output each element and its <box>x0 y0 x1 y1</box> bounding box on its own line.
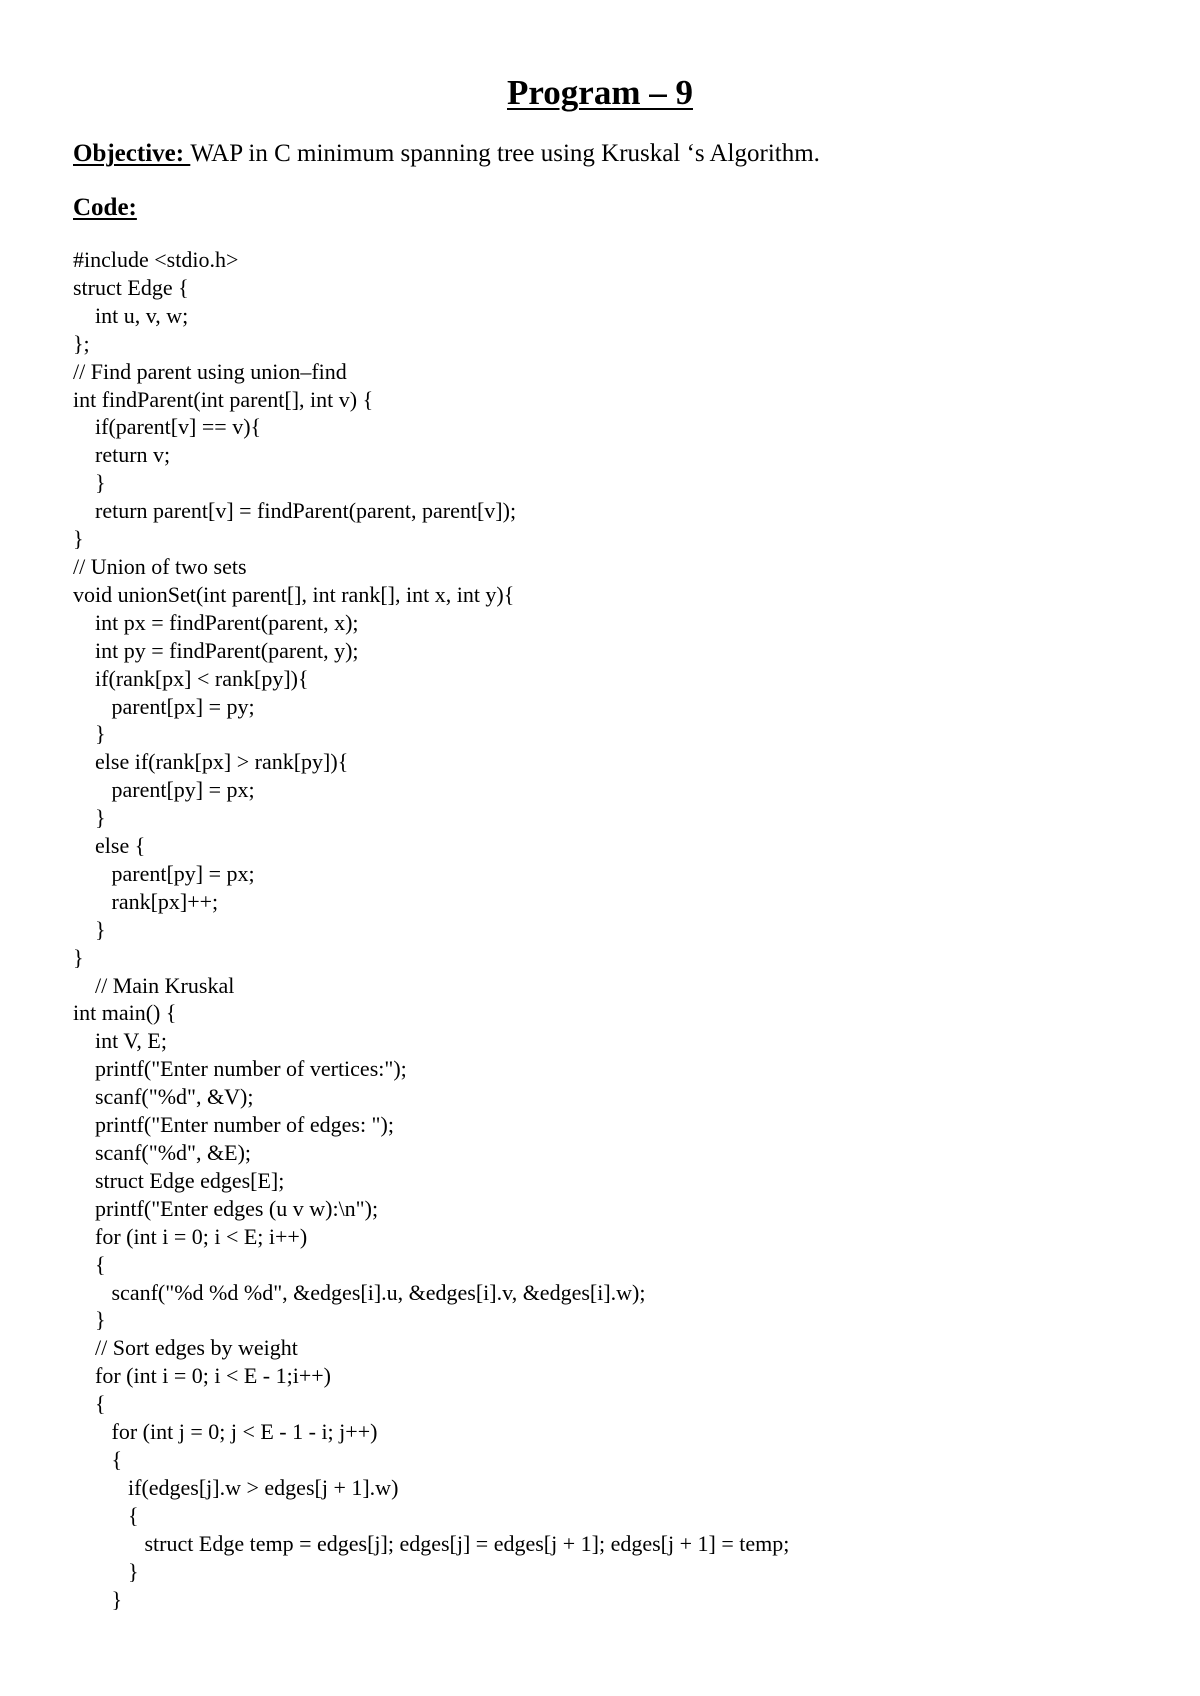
code-listing: #include <stdio.h> struct Edge { int u, v, w; }; // Find parent using union–find int findParent(int parent[], int v) { if(parent[v] == v){ return v; } return parent[v] = findParent(parent, parent[v]); } // Union of two sets void unionSet(int parent[], int rank[], int x, int y){ int px = findParent(parent, x); int py = findParent(parent, y); if(rank[px] < rank[py]){ parent[px] = py; } else if(rank[px] > rank[py]){ parent[py] = px; } else { parent[py] = px; rank[px]++; } } // Main Kruskal int main() { int V, E; printf("Enter number of vertices:"); scanf("%d", &V); printf("Enter number of edges: "); scanf("%d", &E); struct Edge edges[E]; printf("Enter edges (u v w):\n"); for (int i = 0; i < E; i++) { scanf("%d %d %d", &edges[i].u, &edges[i].v, &edges[i].w); } // Sort edges by weight for (int i = 0; i < E - 1;i++) { for (int j = 0; j < E - 1 - i; j++) { if(edges[j].w > edges[j + 1].w) { struct Edge temp = edges[j]; edges[j] = edges[j + 1]; edges[j + 1] = temp; } } <box>73 247 790 1612</box>
code-heading: Code: <box>73 194 137 221</box>
objective-text: WAP in C minimum spanning tree using Kruskal ‘s Algorithm. <box>190 140 820 167</box>
page-title: Program – 9 <box>507 73 693 112</box>
objective-line <box>73 138 820 170</box>
objective-label: Objective: <box>73 140 191 167</box>
